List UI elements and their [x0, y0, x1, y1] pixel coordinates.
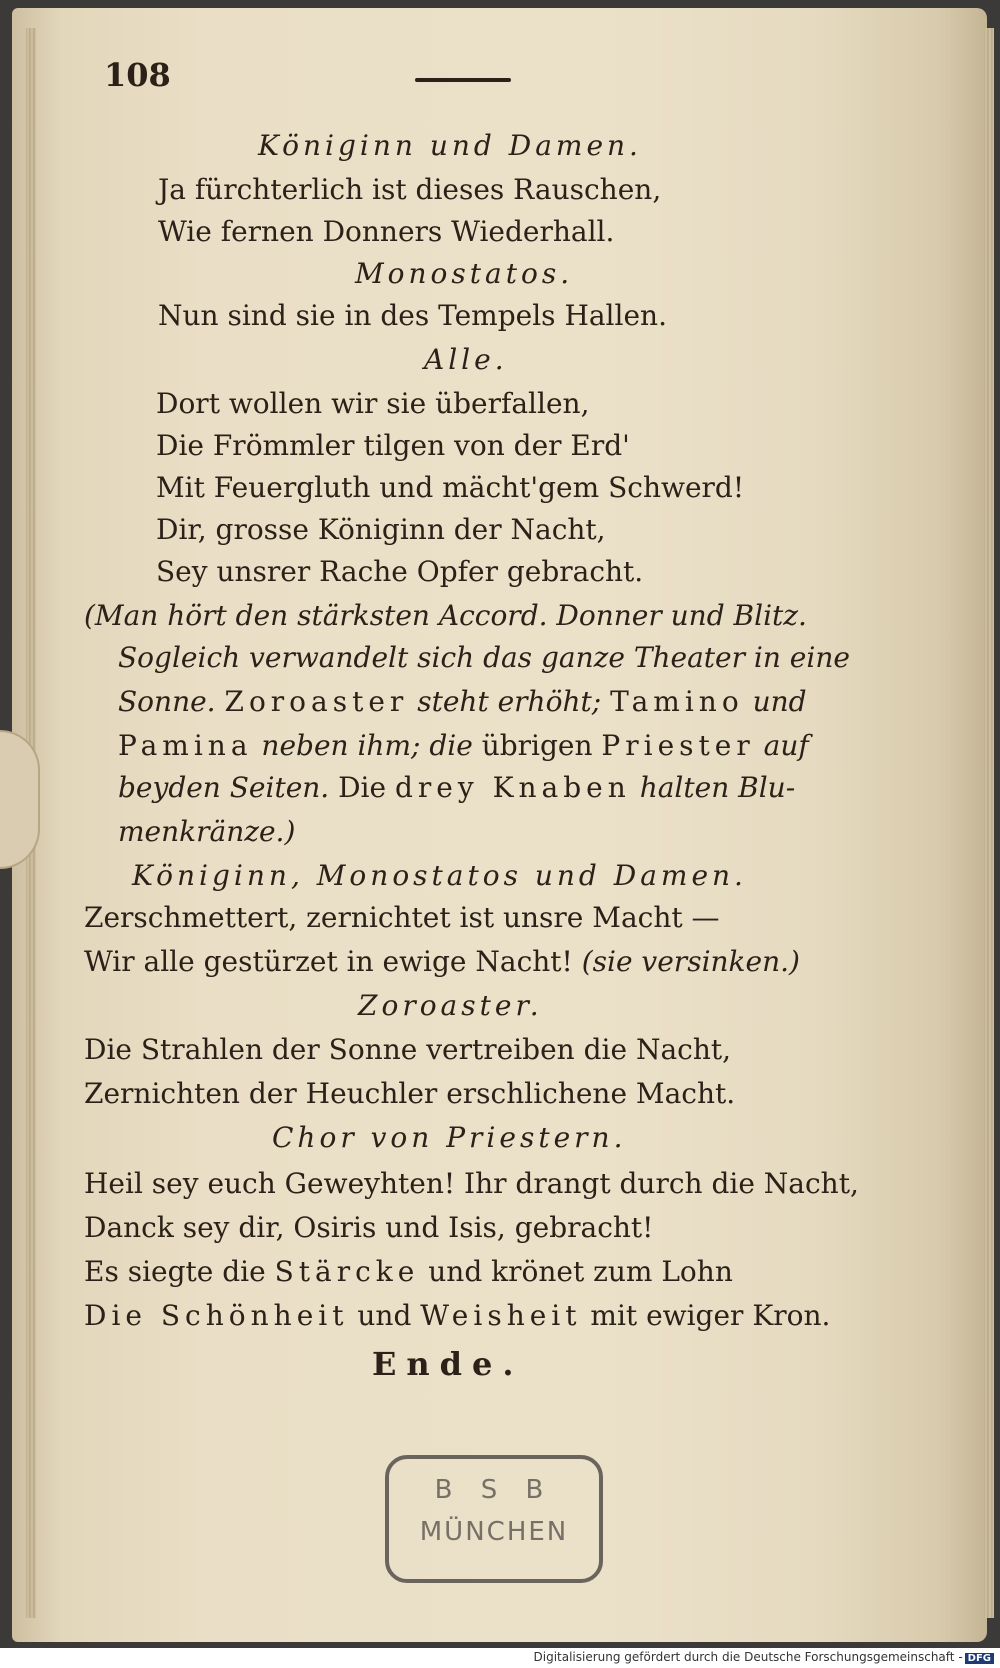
verse-text: Es siegte die [84, 1255, 266, 1288]
character-name: Pamina [118, 729, 253, 762]
dfg-logo: DFG [965, 1653, 994, 1664]
verse-line: Zerschmettert, zernichtet ist unsre Macht — [84, 901, 720, 934]
binding-tab [0, 730, 40, 869]
speaker-heading: Königinn und Damen. [258, 129, 642, 162]
footer-text: Digitalisierung gefördert durch die Deutsche Forschungsgemeinschaft - [533, 1650, 963, 1664]
speaker-heading: Chor von Priestern. [272, 1121, 627, 1154]
page-edge-right [984, 28, 994, 1618]
digitization-footer [534, 1650, 995, 1664]
character-name: Tamino [610, 685, 744, 718]
header-rule [415, 78, 511, 82]
verse-line: Die Frömmler tilgen von der Erd' [156, 429, 630, 462]
stage-text: halten Blu- [639, 771, 796, 804]
verse-line-with-direction [84, 944, 800, 980]
stage-direction: (Man hört den stärksten Accord. Donner und Blitz. [84, 599, 807, 632]
verse-line: Zernichten der Heuchler erschlichene Macht. [84, 1077, 736, 1110]
stage-direction-line [118, 770, 795, 806]
ende-heading: Ende. [372, 1345, 524, 1383]
verse-line: Die Strahlen der Sonne vertreiben die Nacht, [84, 1033, 732, 1066]
verse-line: Dort wollen wir sie überfallen, [156, 387, 590, 420]
verse-text: Wir alle gestürzet in ewige Nacht! [84, 945, 573, 978]
character-name: Zoroaster [224, 685, 409, 718]
verse-line: Ja fürchterlich ist dieses Rauschen, [158, 173, 662, 206]
stage-direction-line [118, 684, 807, 720]
verse-line [84, 1254, 733, 1290]
speaker-heading: Monostatos. [355, 257, 574, 290]
spaced-word: Die Schönheit [84, 1299, 349, 1332]
character-name: Priester [601, 729, 755, 762]
stamp-line-2: MÜNCHEN [419, 1517, 569, 1547]
verse-line: Dir, grosse Königinn der Nacht, [156, 513, 606, 546]
plain-text: übrigen [481, 729, 593, 762]
spaced-word: Stärcke [274, 1255, 420, 1288]
stamp-line-1: B S B [434, 1475, 554, 1505]
speaker-heading: Zoroaster. [358, 989, 543, 1022]
speaker-heading: Alle. [424, 343, 508, 376]
verse-line: Heil sey euch Geweyhten! Ihr drangt durch die Nacht, [84, 1167, 859, 1200]
verse-line: Sey unsrer Rache Opfer gebracht. [156, 555, 644, 588]
verse-text: und krönet zum Lohn [428, 1255, 733, 1288]
verse-text: mit ewiger Kron. [590, 1299, 831, 1332]
verse-text: und [357, 1299, 412, 1332]
verse-line: Mit Feuergluth und mächt'gem Schwerd! [156, 471, 745, 504]
stage-text: (sie versinken.) [581, 945, 800, 978]
stage-text: beyden Seiten. [118, 771, 330, 804]
stage-text: neben ihm; die [261, 729, 473, 762]
page-number: 108 [104, 56, 171, 94]
stage-text: auf [763, 729, 809, 762]
stage-direction: menkränze.) [118, 815, 296, 848]
verse-line [84, 1298, 830, 1334]
library-stamp [385, 1455, 603, 1583]
stage-direction: Sogleich verwandelt sich das ganze Theater in eine [118, 641, 850, 674]
stage-text: und [752, 685, 807, 718]
spaced-word: Weisheit [420, 1299, 582, 1332]
plain-text: Die [338, 771, 387, 804]
stage-text: steht erhöht; [417, 685, 602, 718]
stage-text: Sonne. [118, 685, 216, 718]
stage-direction-line [118, 728, 809, 764]
verse-line: Danck sey dir, Osiris und Isis, gebracht! [84, 1211, 654, 1244]
verse-line: Nun sind sie in des Tempels Hallen. [158, 299, 667, 332]
character-name: drey Knaben [395, 771, 631, 804]
verse-line: Wie fernen Donners Wiederhall. [158, 215, 615, 248]
speaker-heading: Königinn, Monostatos und Damen. [132, 859, 747, 892]
